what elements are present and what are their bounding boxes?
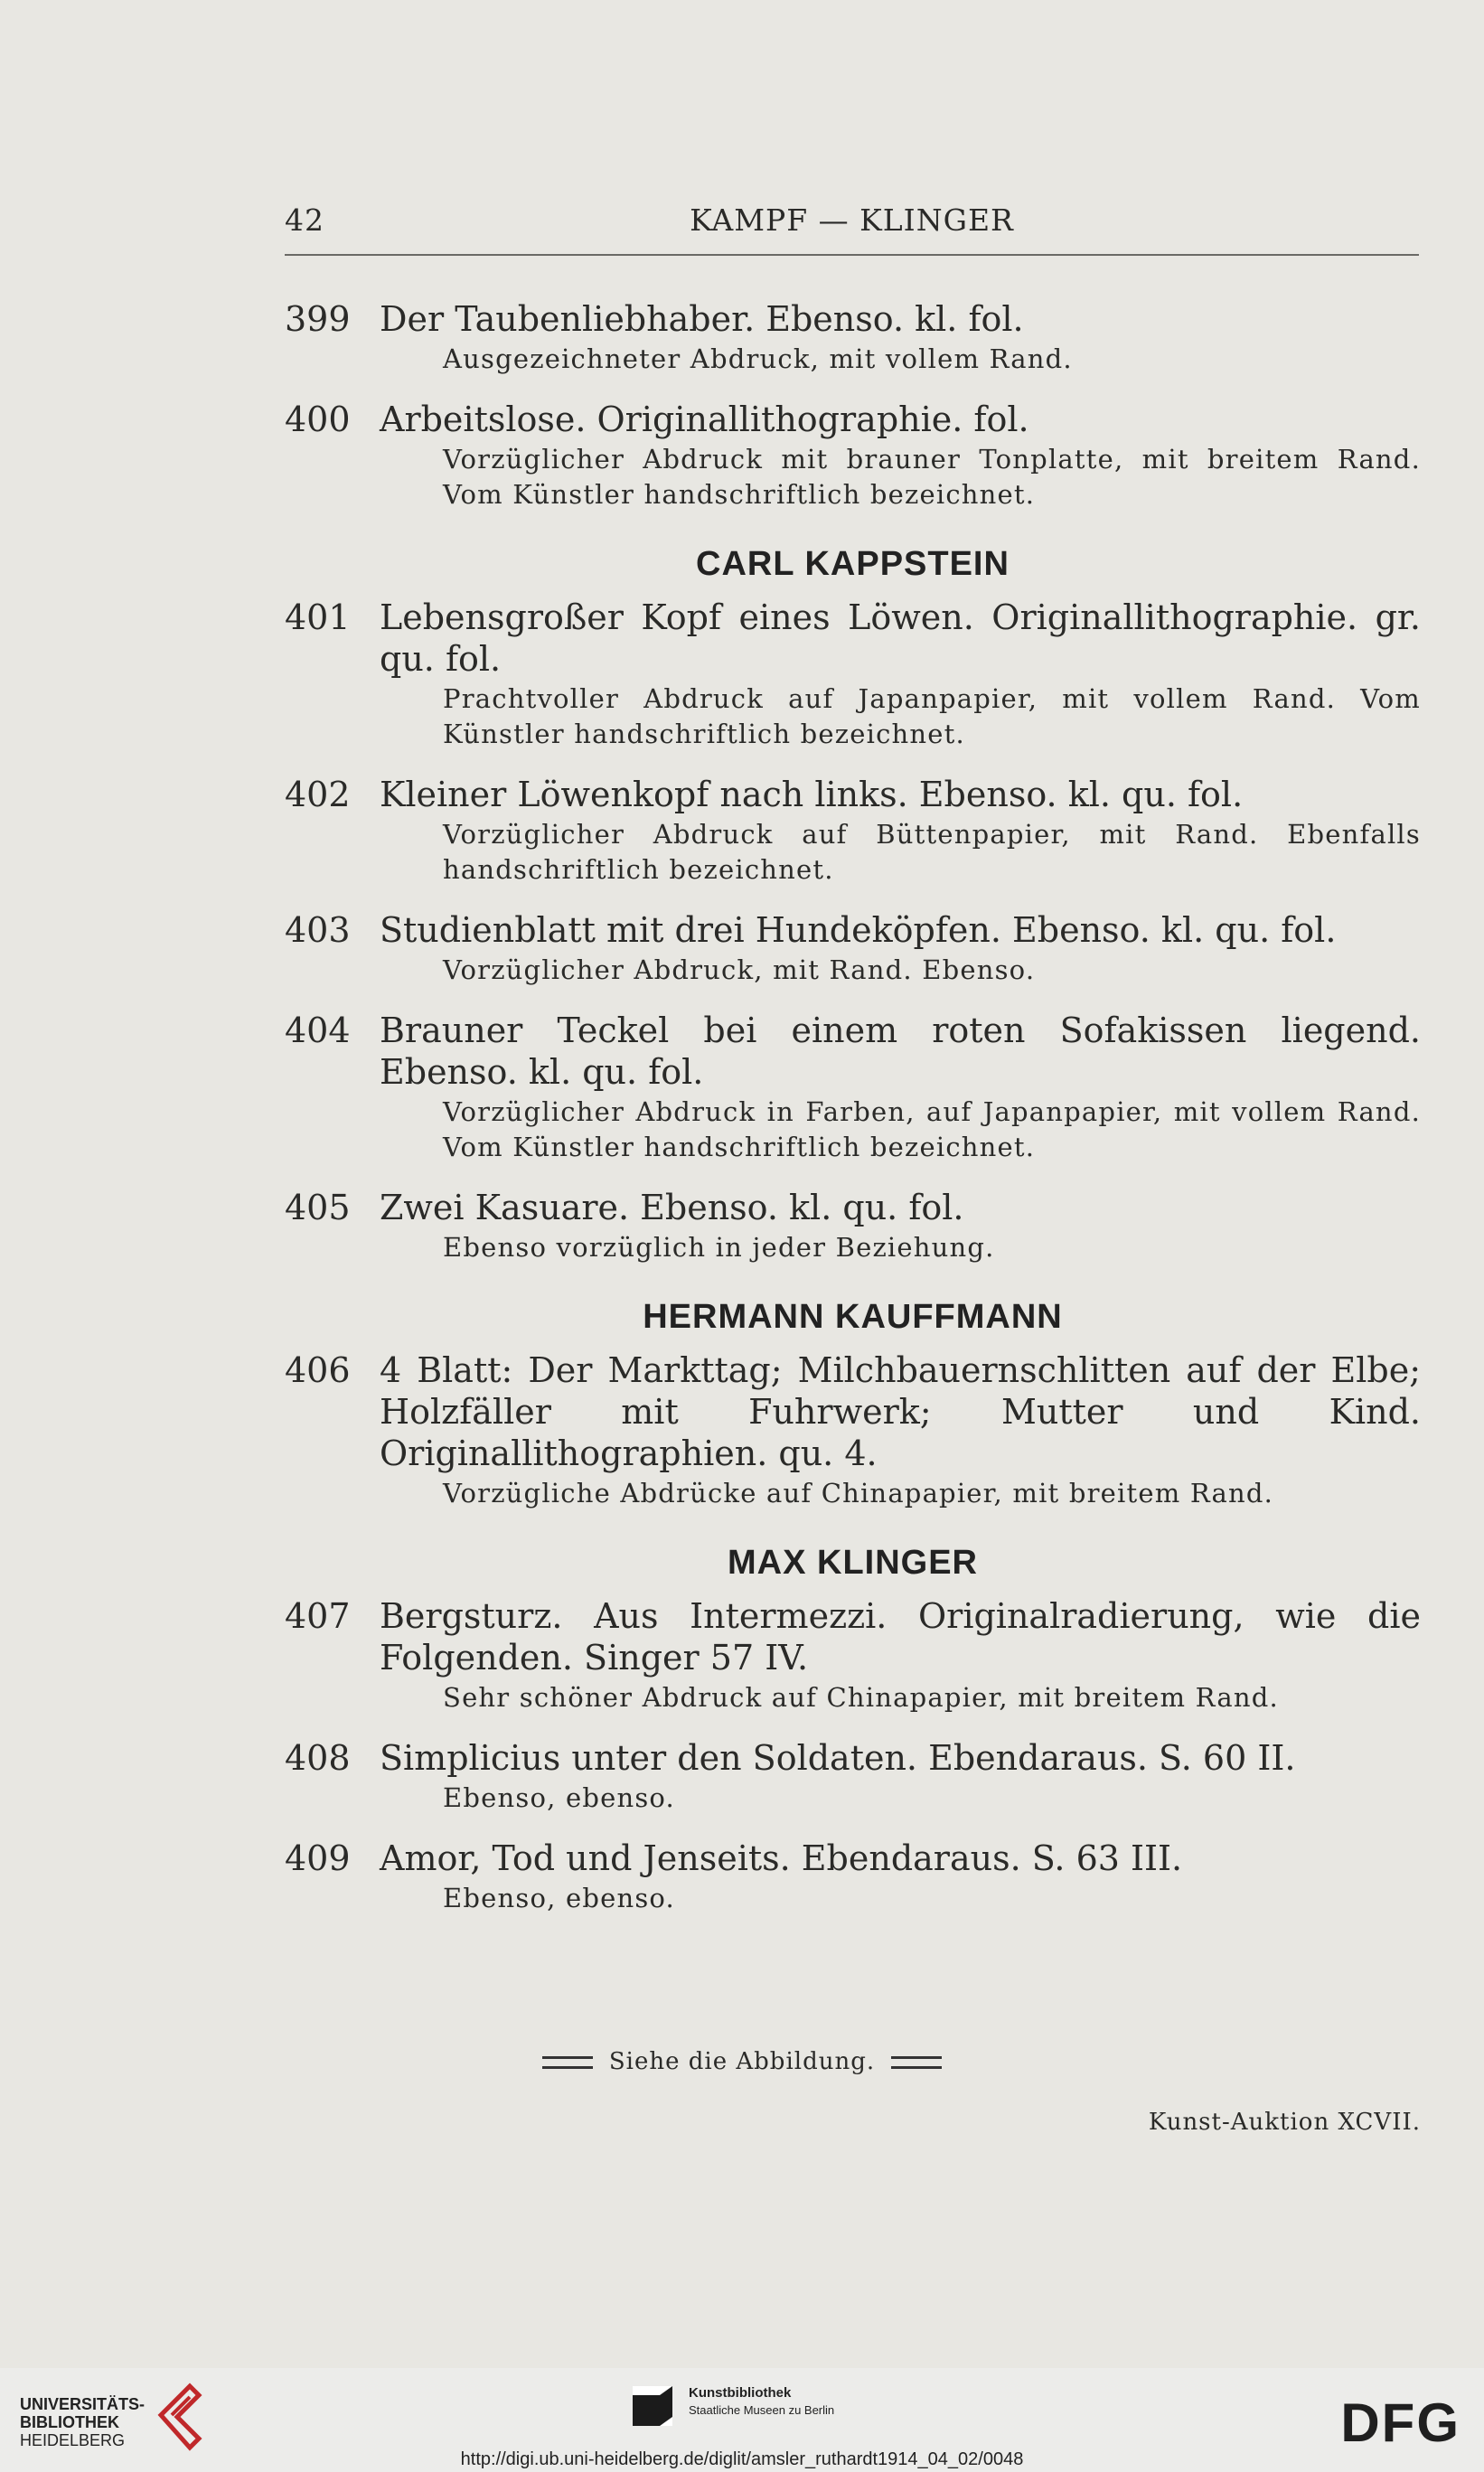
- lot-number: 407: [285, 1596, 351, 1636]
- lot-number: 409: [285, 1838, 351, 1878]
- double-rule-left: [542, 2056, 593, 2069]
- lot-number: 408: [285, 1738, 351, 1778]
- lot-title: Lebensgroßer Kopf eines Löwen. Originallithographie. gr. qu. fol.: [380, 597, 1421, 679]
- header-rule: [285, 254, 1419, 256]
- lot-title: 4 Blatt: Der Markttag; Milchbauernschlitten auf der Elbe; Holzfäller mit Fuhrwerk; Mutter und Kind. Originallithographien. qu. 4.: [380, 1350, 1421, 1473]
- lot-description: Ebenso vorzüglich in jeder Beziehung.: [443, 1232, 995, 1263]
- catalog-entry: [285, 597, 1421, 752]
- library-emblem-icon: [154, 2379, 204, 2451]
- catalog-section: [285, 545, 1421, 1265]
- catalog-entry: [285, 1595, 1421, 1715]
- catalog-section: [285, 1544, 1421, 1916]
- catalog-entry: [285, 774, 1421, 888]
- figure-reference: [0, 2048, 1484, 2075]
- artist-heading: HERMANN KAUFFMANN: [643, 1298, 1063, 1336]
- digitization-footer: [0, 2368, 1484, 2472]
- catalog-content: [285, 298, 1421, 1938]
- catalog-entry: [285, 1838, 1421, 1916]
- catalog-entry: [285, 1737, 1421, 1816]
- lot-description: Ausgezeichneter Abdruck, mit vollem Rand.: [443, 343, 1073, 374]
- lot-description: Prachtvoller Abdruck auf Japanpapier, mit vollem Rand. Vom Künstler handschriftlich bezeichnet.: [443, 683, 1421, 749]
- catalog-section: [285, 298, 1421, 512]
- lot-title: Kleiner Löwenkopf nach links. Ebenso. kl. qu. fol.: [380, 775, 1244, 814]
- running-header: [285, 202, 1419, 242]
- lot-title: Der Taubenliebhaber. Ebenso. kl. fol.: [380, 299, 1024, 339]
- lot-description: Vorzüglicher Abdruck auf Büttenpapier, mit Rand. Ebenfalls handschriftlich bezeichnet.: [443, 819, 1421, 885]
- lot-title: Simplicius unter den Soldaten. Ebendaraus. S. 60 II.: [380, 1738, 1296, 1778]
- lot-description: Vorzüglicher Abdruck in Farben, auf Japanpapier, mit vollem Rand. Vom Künstler handschriftlich bezeichnet.: [443, 1096, 1421, 1162]
- signature-line: Kunst-Auktion XCVII.: [1148, 2109, 1421, 2136]
- figure-reference-text: Siehe die Abbildung.: [608, 2048, 876, 2075]
- double-rule-right: [891, 2056, 942, 2069]
- lot-number: 399: [285, 299, 351, 339]
- lot-title: Studienblatt mit drei Hundeköpfen. Ebenso. kl. qu. fol.: [380, 910, 1337, 950]
- catalog-entry: [285, 1187, 1421, 1265]
- kunstbibliothek-text: [689, 2384, 834, 2419]
- running-title: KAMPF — KLINGER: [690, 202, 1014, 238]
- lot-number: 405: [285, 1188, 351, 1227]
- lot-description: Vorzüglicher Abdruck, mit Rand. Ebenso.: [443, 954, 1036, 985]
- kunstbibliothek-subtitle: Staatliche Museen zu Berlin: [689, 2403, 835, 2417]
- lot-number: 404: [285, 1010, 351, 1050]
- library-name-line3: HEIDELBERG: [20, 2431, 126, 2449]
- catalog-entry: [285, 399, 1421, 512]
- lot-title: Bergsturz. Aus Intermezzi. Originalradierung, wie die Folgenden. Singer 57 IV.: [380, 1596, 1421, 1678]
- catalog-entry: [285, 1349, 1421, 1511]
- artist-heading: CARL KAPPSTEIN: [696, 545, 1010, 583]
- catalog-entry: [285, 1010, 1421, 1165]
- catalog-section: [285, 1298, 1421, 1511]
- lot-title: Zwei Kasuare. Ebenso. kl. qu. fol.: [380, 1188, 964, 1227]
- lot-description: Ebenso, ebenso.: [443, 1782, 675, 1813]
- lot-description: Sehr schöner Abdruck auf Chinapapier, mit breitem Rand.: [443, 1682, 1279, 1713]
- lot-title: Brauner Teckel bei einem roten Sofakissen liegend. Ebenso. kl. qu. fol.: [380, 1010, 1421, 1092]
- lot-number: 403: [285, 910, 351, 950]
- catalog-entry: [285, 298, 1421, 377]
- lot-number: 400: [285, 399, 351, 439]
- lot-title: Arbeitslose. Originallithographie. fol.: [380, 399, 1029, 439]
- university-library-logo: [20, 2395, 145, 2449]
- library-name-line1: UNIVERSITÄTS-: [20, 2395, 146, 2413]
- kunstbibliothek-logo-icon: [633, 2386, 672, 2426]
- lot-description: Vorzügliche Abdrücke auf Chinapapier, mit breitem Rand.: [443, 1478, 1274, 1509]
- dfg-logo: DFG: [1340, 2392, 1461, 2453]
- source-url[interactable]: http://digi.ub.uni-heidelberg.de/diglit/amsler_ruthardt1914_04_02/0048: [460, 2449, 1024, 2469]
- lot-description: Vorzüglicher Abdruck mit brauner Tonplatte, mit breitem Rand. Vom Künstler handschriftlich bezeichnet.: [443, 444, 1421, 510]
- kunstbibliothek-name: Kunstbibliothek: [689, 2385, 792, 2401]
- lot-number: 406: [285, 1350, 351, 1390]
- lot-number: 401: [285, 597, 351, 637]
- page-number: 42: [285, 202, 324, 238]
- catalog-entry: [285, 909, 1421, 988]
- lot-description: Ebenso, ebenso.: [443, 1883, 675, 1913]
- lot-number: 402: [285, 775, 351, 814]
- lot-title: Amor, Tod und Jenseits. Ebendaraus. S. 63 III.: [380, 1838, 1183, 1878]
- library-name-line2: BIBLIOTHEK: [20, 2413, 119, 2431]
- artist-heading: MAX KLINGER: [728, 1544, 978, 1582]
